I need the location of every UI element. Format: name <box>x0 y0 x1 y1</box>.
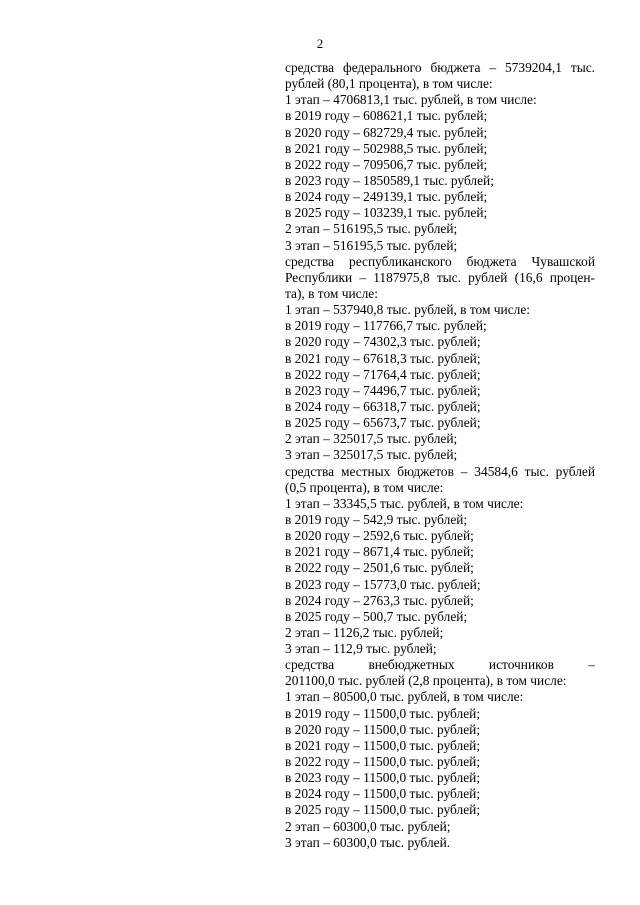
text-line: в 2020 году – 2592,6 тыс. рублей; <box>285 528 474 544</box>
text-line: в 2019 году – 542,9 тыс. рублей; <box>285 511 468 527</box>
text-line: 2 этап – 1126,2 тыс. рублей; <box>285 624 444 640</box>
text-line: в 2025 году – 65673,7 тыс. рублей; <box>285 415 481 431</box>
text-line: 201100,0 тыс. рублей (2,8 процента), в том числе: <box>285 673 567 689</box>
text-line: в 2019 году – 608621,1 тыс. рублей; <box>285 108 488 124</box>
text-line: в 2025 году – 500,7 тыс. рублей; <box>285 608 468 624</box>
text-line: в 2022 году – 2501,6 тыс. рублей; <box>285 560 474 576</box>
text-line: в 2021 году – 67618,3 тыс. рублей; <box>285 350 481 366</box>
text-line: в 2021 году – 11500,0 тыс. рублей; <box>285 737 481 753</box>
text-line: в 2024 году – 11500,0 тыс. рублей; <box>285 786 481 802</box>
text-line: 1 этап – 33345,5 тыс. рублей, в том числе: <box>285 495 524 511</box>
text-line: в 2022 году – 709506,7 тыс. рублей; <box>285 156 488 172</box>
text-line: в 2024 году – 249139,1 тыс. рублей; <box>285 189 488 205</box>
text-line: Республики – 1187975,8 тыс. рублей (16,6 процен- <box>285 269 595 285</box>
text-line: средства республиканского бюджета Чувашской <box>285 253 595 269</box>
text-line: в 2020 году – 11500,0 тыс. рублей; <box>285 721 481 737</box>
text-line: в 2022 году – 11500,0 тыс. рублей; <box>285 754 481 770</box>
text-line: средства местных бюджетов – 34584,6 тыс. рублей <box>285 463 595 479</box>
text-line: в 2023 году – 74496,7 тыс. рублей; <box>285 382 481 398</box>
text-line: в 2023 году – 1850589,1 тыс. рублей; <box>285 172 494 188</box>
text-line: в 2022 году – 71764,4 тыс. рублей; <box>285 366 481 382</box>
text-line: в 2025 году – 103239,1 тыс. рублей; <box>285 205 488 221</box>
text-line: в 2020 году – 74302,3 тыс. рублей; <box>285 334 481 350</box>
text-line: в 2025 году – 11500,0 тыс. рублей; <box>285 802 481 818</box>
text-line: рублей (80,1 процента), в том числе: <box>285 76 493 92</box>
text-line: в 2021 году – 502988,5 тыс. рублей; <box>285 140 488 156</box>
text-line: в 2019 году – 117766,7 тыс. рублей; <box>285 318 487 334</box>
text-line: 2 этап – 516195,5 тыс. рублей; <box>285 221 458 237</box>
text-line: 2 этап – 60300,0 тыс. рублей; <box>285 818 451 834</box>
funding-text-block <box>285 60 595 851</box>
text-line: 3 этап – 325017,5 тыс. рублей; <box>285 447 458 463</box>
text-line: 3 этап – 112,9 тыс. рублей; <box>285 641 437 657</box>
text-line: 1 этап – 80500,0 тыс. рублей, в том числе: <box>285 689 524 705</box>
text-line: средства внебюджетных источников – <box>285 657 595 673</box>
text-line: 3 этап – 516195,5 тыс. рублей; <box>285 237 458 253</box>
text-line: в 2021 году – 8671,4 тыс. рублей; <box>285 544 474 560</box>
text-line: та), в том числе: <box>285 285 378 301</box>
text-line: в 2023 году – 11500,0 тыс. рублей; <box>285 770 481 786</box>
text-line: 3 этап – 60300,0 тыс. рублей. <box>285 834 451 850</box>
text-line: 1 этап – 4706813,1 тыс. рублей, в том числе: <box>285 92 537 108</box>
text-line: 2 этап – 325017,5 тыс. рублей; <box>285 431 458 447</box>
page-number: 2 <box>316 36 324 51</box>
text-line: в 2020 году – 682729,4 тыс. рублей; <box>285 124 488 140</box>
text-line: 1 этап – 537940,8 тыс. рублей, в том числе: <box>285 302 530 318</box>
text-line: в 2024 году – 2763,3 тыс. рублей; <box>285 592 474 608</box>
text-line: в 2023 году – 15773,0 тыс. рублей; <box>285 576 481 592</box>
text-line: средства федерального бюджета – 5739204,1 тыс. <box>285 60 595 75</box>
text-line: в 2024 году – 66318,7 тыс. рублей; <box>285 398 481 414</box>
text-line: в 2019 году – 11500,0 тыс. рублей; <box>285 705 481 721</box>
text-line: (0,5 процента), в том числе: <box>285 479 444 495</box>
